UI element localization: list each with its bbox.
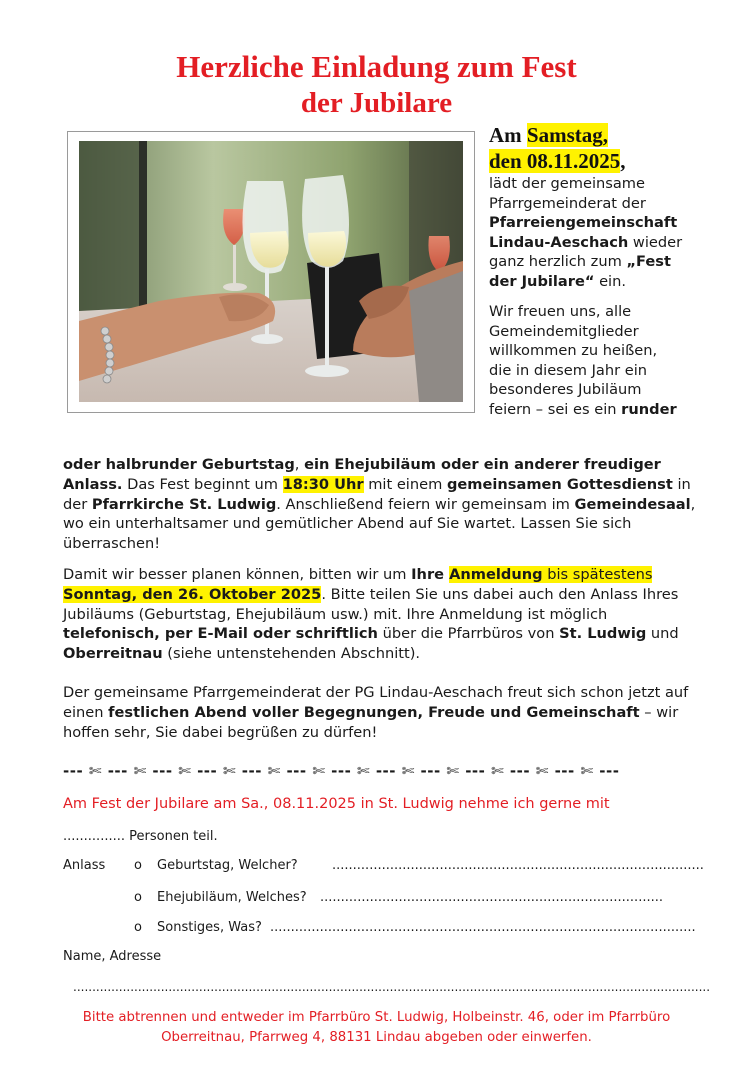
paragraph-event-details: oder halbrunder Geburtstag, ein Ehejubiläum oder ein anderer freudiger Anlass. Das Fest beginnt um 18:30 Uhr mit einem gemeinsamen Gottesdienst in der Pfarrkirche St. Ludwig. Anschließend feiern wir gemeinsam im Gemeindesaal, wo ein unterhaltsamer und gemütlicher Abend auf Sie wartet. Lassen Sie sich überraschen! xyxy=(63,456,696,553)
toast-photo xyxy=(79,141,463,402)
option-anniversary-field[interactable]: ................................................................................... xyxy=(320,890,663,905)
page-title: Herzliche Einladung zum Fest xyxy=(176,49,577,84)
option-other: Sonstiges, Was? xyxy=(157,920,262,935)
option-birthday-field[interactable]: .......................................................................................... xyxy=(332,858,704,873)
persons-line: ............... Personen teil. xyxy=(63,829,218,844)
name-address-label: Name, Adresse xyxy=(63,949,162,964)
footer-line-2: Oberreitnau, Pfarrweg 4, 88131 Lindau abgeben oder einwerfen. xyxy=(161,1030,592,1045)
footer-line-1: Bitte abtrennen und entweder im Pfarrbüro St. Ludwig, Holbeinstr. 46, oder im Pfarrbüro xyxy=(82,1010,671,1025)
option-birthday: Geburtstag, Welcher? xyxy=(157,858,298,873)
cut-line: --- ✄ --- ✄ --- ✄ --- ✄ --- ✄ --- ✄ --- ✄ --- ✄ --- ✄ --- ✄ --- ✄ --- ✄ --- xyxy=(63,762,620,780)
option-bullet[interactable]: o xyxy=(134,890,142,905)
option-other-field[interactable]: ....................................................................................................... xyxy=(270,920,696,935)
option-anniversary: Ehejubiläum, Welches? xyxy=(157,890,307,905)
option-bullet[interactable]: o xyxy=(134,920,142,935)
form-heading: Am Fest der Jubilare am Sa., 08.11.2025 in St. Ludwig nehme ich gerne mit xyxy=(63,796,610,812)
page-subtitle: der Jubilare xyxy=(300,87,453,119)
name-address-field[interactable]: ....................................................................................................................................................................... xyxy=(73,980,711,994)
paragraph-registration: Damit wir besser planen können, bitten wir um Ihre Anmeldung bis spätestens Sonntag, den 26. Oktober 2025. Bitte teilen Sie uns dabei auch den Anlass Ihres Jubiläums (Geburtstag, Ehejubiläum usw.) mit. Ihre Anmeldung ist möglich telefonisch, per E-Mail oder schriftlich über die Pfarrbüros von St. Ludwig und Oberreitnau (siehe untenstehenden Abschnitt). xyxy=(63,566,679,663)
anlass-label: Anlass xyxy=(63,858,106,873)
paragraph-closing: Der gemeinsame Pfarrgemeinderat der PG Lindau-Aeschach freut sich schon jetzt auf einen festlichen Abend voller Begegnungen, Freude und Gemeinschaft – wir hoffen sehr, Sie dabei begrüßen zu dürfen! xyxy=(63,684,689,741)
intro-side-text: Am Samstag, den 08.11.2025, lädt der gemeinsame Pfarrgemeinderat der Pfarreiengemeinschaft Lindau-Aeschach wieder ganz herzlich zum „Fest der Jubilare“ ein. Wir freuen uns, alle Gemeindemitglieder willkommen zu heißen, die in diesem Jahr ein besonderes Jubiläum feiern – sei es ein runder xyxy=(489,122,729,419)
option-bullet[interactable]: o xyxy=(134,858,142,873)
photo-frame xyxy=(67,131,475,413)
date-heading: Am Samstag, xyxy=(489,123,609,147)
